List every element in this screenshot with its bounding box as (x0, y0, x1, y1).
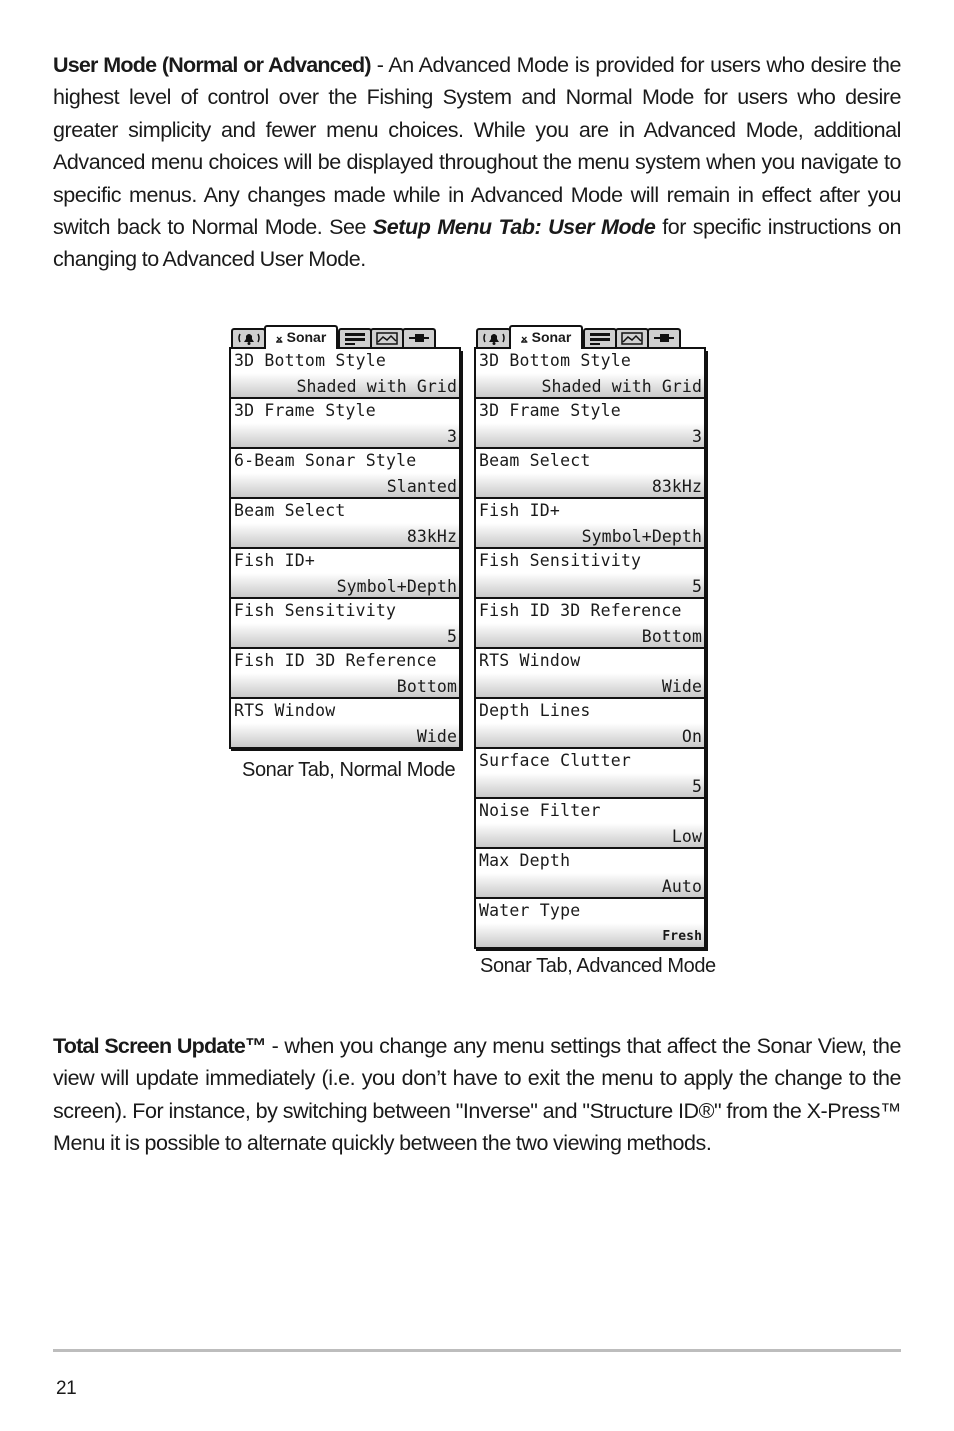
menu-item-value: Symbol+Depth (336, 577, 457, 596)
tab-chart[interactable] (370, 328, 404, 348)
menu-item-beam-select[interactable] (476, 449, 704, 499)
menu-item-water-type[interactable] (476, 899, 704, 947)
menu-item-fish-sensitivity[interactable] (231, 599, 459, 649)
normal-mode-caption: Sonar Tab, Normal Mode (242, 759, 456, 781)
menu-item-value: Shaded with Grid (296, 377, 457, 396)
menu-item-label: 3D Frame Style (479, 401, 621, 420)
list-menu-icon (587, 330, 613, 346)
tab-sonar-label: Sonar (286, 329, 327, 345)
menu-item-surface-clutter[interactable] (476, 749, 704, 799)
setup-menu-reference: Setup Menu Tab: User Mode (372, 215, 656, 240)
tab-setup[interactable] (647, 328, 681, 348)
tab-navigation[interactable] (338, 328, 372, 348)
menu-list (474, 349, 706, 949)
menu-item-value: Fresh (662, 929, 702, 944)
menu-item-value: On (681, 727, 702, 746)
menu-item-label: Fish Sensitivity (479, 551, 642, 570)
menu-tab-bar (229, 325, 461, 349)
menu-item-3d-frame-style[interactable] (476, 399, 704, 449)
menu-item-fish-id[interactable] (231, 549, 459, 599)
menu-item-3d-frame-style[interactable] (231, 399, 459, 449)
menu-item-label: 3D Bottom Style (234, 351, 387, 370)
menu-item-label: Noise Filter (479, 801, 601, 820)
menu-item-beam-select[interactable] (231, 499, 459, 549)
tab-setup[interactable] (402, 328, 436, 348)
advanced-mode-caption: Sonar Tab, Advanced Mode (480, 955, 716, 977)
menu-item-label: 6-Beam Sonar Style (234, 451, 417, 470)
alarm-bell-icon (480, 330, 508, 346)
menu-item-value: 3 (691, 427, 702, 446)
menu-tab-bar (474, 325, 706, 349)
menu-item-fish-id-3d-reference[interactable] (231, 649, 459, 699)
menu-item-label: Beam Select (479, 451, 591, 470)
menu-item-rts-window[interactable] (476, 649, 704, 699)
sonar-menu-normal (229, 325, 461, 749)
menu-item-label: Fish ID+ (234, 551, 316, 570)
tab-chart[interactable] (615, 328, 649, 348)
menu-item-label: RTS Window (234, 701, 336, 720)
menu-item-label: Fish ID 3D Reference (479, 601, 682, 620)
total-screen-update-text: - when you change any menu settings that affect the Sonar View, the view will update immediately (i.e. you don’t have to exit the menu to apply the change to the screen). For instance, by switching between "Inverse" and "Structure ID®" from the X-Press™ Menu it is possible to alternate quickly between the two viewing methods. (53, 1034, 902, 1156)
menu-item-label: Water Type (479, 901, 581, 920)
menu-item-3d-bottom-style[interactable] (231, 349, 459, 399)
menu-item-value: Bottom (396, 677, 457, 696)
menu-item-value: 5 (691, 577, 702, 596)
sonar-cone-icon: ⨱ (520, 331, 528, 345)
menu-item-label: Fish ID 3D Reference (234, 651, 437, 670)
menu-item-value: Symbol+Depth (581, 527, 702, 546)
menu-item-value: Bottom (641, 627, 702, 646)
user-mode-heading: User Mode (Normal or Advanced) (53, 53, 371, 77)
menu-item-label: Surface Clutter (479, 751, 632, 770)
menu-item-fish-id[interactable] (476, 499, 704, 549)
menu-item-value: Auto (661, 877, 702, 896)
tab-sonar[interactable] (509, 325, 583, 349)
menu-item-value: 5 (691, 777, 702, 796)
menu-item-label: Max Depth (479, 851, 571, 870)
menu-item-value: 83kHz (406, 527, 457, 546)
menu-item-max-depth[interactable] (476, 849, 704, 899)
footer-divider (53, 1349, 901, 1352)
tab-sonar-label: Sonar (531, 329, 572, 345)
menu-item-value: 3 (446, 427, 457, 446)
total-screen-update-paragraph (53, 1030, 901, 1160)
menu-item-value: Shaded with Grid (541, 377, 702, 396)
tab-sonar[interactable] (264, 325, 338, 349)
user-mode-text-a: - An Advanced Mode is provided for users who desire the highest level of control over the Fishing System and Normal Mode for users who desire greater simplicity and fewer menu choices. While you are in Advanced Mode, additional Advanced menu choices will be displayed throughout the menu system when you navigate to specific menus. Any changes made while in Advanced Mode will remain in effect after you switch back to Normal Mode. See (53, 53, 902, 240)
menu-item-label: Beam Select (234, 501, 346, 520)
alarm-bell-icon (235, 330, 263, 346)
menu-item-label: Fish Sensitivity (234, 601, 397, 620)
tab-alarms[interactable] (231, 328, 266, 348)
chart-view-icon (619, 330, 645, 346)
menu-item-fish-sensitivity[interactable] (476, 549, 704, 599)
menu-item-fish-id-3d-reference[interactable] (476, 599, 704, 649)
menu-item-rts-window[interactable] (231, 699, 459, 747)
user-mode-text-b: for specific instructions on changing to Advanced User Mode. (53, 215, 901, 272)
setup-plug-icon (406, 330, 432, 346)
user-mode-paragraph (53, 49, 901, 276)
sonar-cone-icon: ⨱ (275, 331, 283, 345)
list-menu-icon (342, 330, 368, 346)
menu-item-label: Depth Lines (479, 701, 591, 720)
menu-item-label: RTS Window (479, 651, 581, 670)
page-number: 21 (56, 1378, 77, 1399)
menu-item-value: Low (671, 827, 702, 846)
total-screen-update-heading: Total Screen Update™ (53, 1034, 266, 1058)
menu-item-value: Wide (416, 727, 457, 746)
menu-item-3d-bottom-style[interactable] (476, 349, 704, 399)
menu-item-value: 5 (446, 627, 457, 646)
menu-item-value: Slanted (386, 477, 457, 496)
menu-item-label: 3D Bottom Style (479, 351, 632, 370)
menu-item-value: Wide (661, 677, 702, 696)
setup-plug-icon (651, 330, 677, 346)
menu-item-label: Fish ID+ (479, 501, 561, 520)
menu-item-value: 83kHz (651, 477, 702, 496)
tab-navigation[interactable] (583, 328, 617, 348)
menu-item-depth-lines[interactable] (476, 699, 704, 749)
menu-list (229, 349, 461, 749)
chart-view-icon (374, 330, 400, 346)
menu-item-6-beam-sonar-style[interactable] (231, 449, 459, 499)
menu-item-label: 3D Frame Style (234, 401, 376, 420)
tab-alarms[interactable] (476, 328, 511, 348)
menu-item-noise-filter[interactable] (476, 799, 704, 849)
sonar-menu-advanced (474, 325, 706, 949)
